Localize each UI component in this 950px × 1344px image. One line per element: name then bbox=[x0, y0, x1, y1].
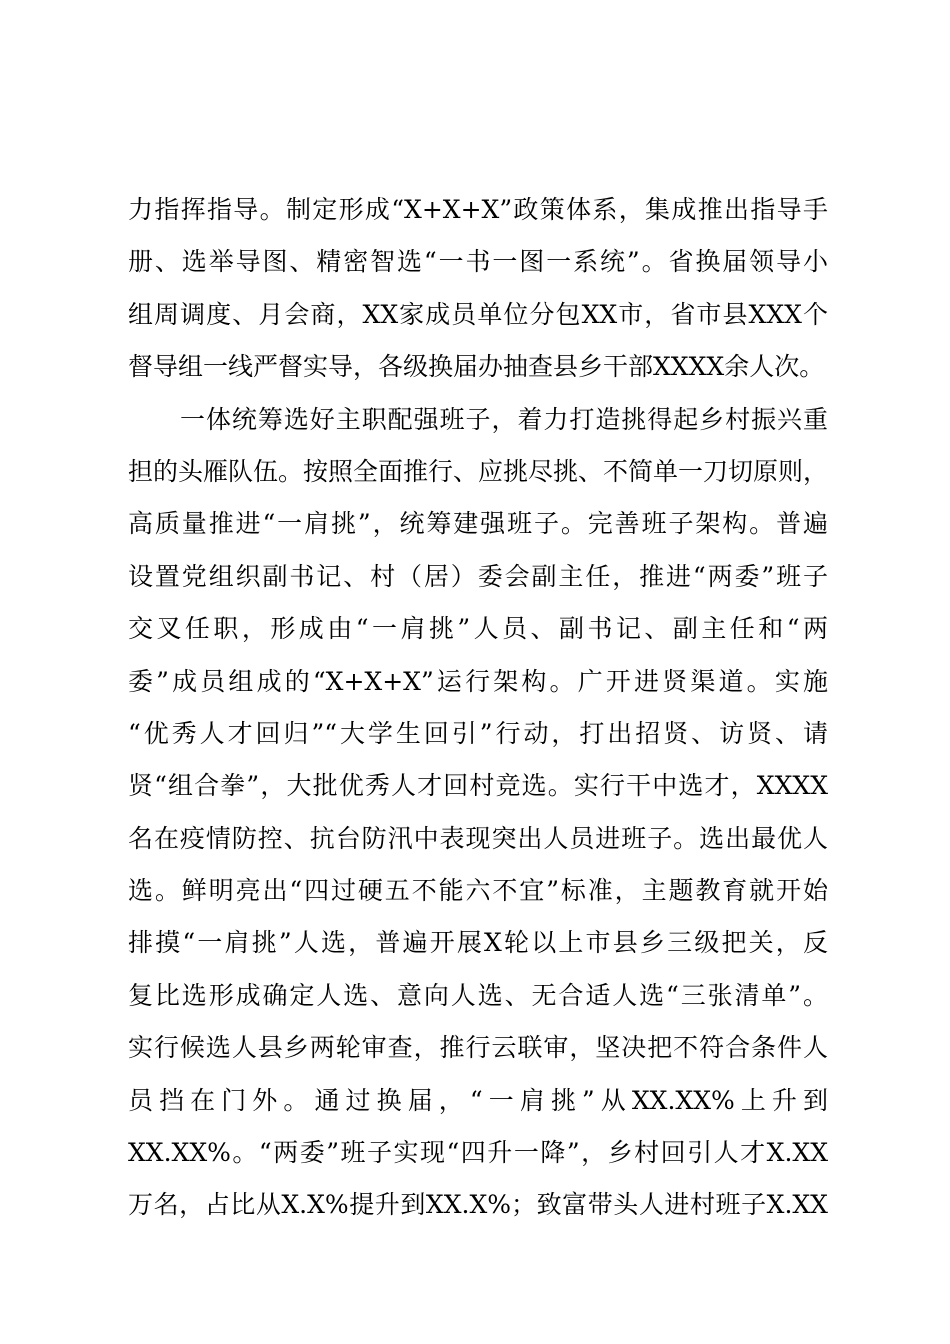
text-line: 督导组一线严督实导，各级换届办抽查县乡干部XXXX余人次。 bbox=[128, 352, 825, 382]
text-line: 员挡在门外。通过换届，“一肩挑”从XX.XX%上升到 bbox=[128, 1085, 828, 1115]
text-line: 委”成员组成的“X+X+X”运行架构。广开进贤渠道。实施 bbox=[128, 666, 828, 696]
text-line: 万名，占比从X.X%提升到XX.X%；致富带头人进村班子X.XX bbox=[128, 1190, 828, 1220]
text-line: 册、选举导图、精密智选“一书一图一系统”。省换届领导小 bbox=[128, 247, 828, 277]
text-line: 担的头雁队伍。按照全面推行、应挑尽挑、不简单一刀切原则， bbox=[128, 456, 828, 486]
text-line: 高质量推进“一肩挑”，统筹建强班子。完善班子架构。普遍 bbox=[128, 509, 828, 539]
text-line: 选。鲜明亮出“四过硬五不能六不宜”标准，主题教育就开始 bbox=[128, 876, 828, 906]
text-line: 交叉任职，形成由“一肩挑”人员、副书记、副主任和“两 bbox=[128, 614, 828, 644]
paragraph-first-line: 一体统筹选好主职配强班子，着力打造挑得起乡村振兴重 bbox=[180, 404, 828, 434]
text-line: 力指挥指导。制定形成“X+X+X”政策体系，集成推出指导手 bbox=[128, 195, 828, 224]
text-line: XX.XX%。“两委”班子实现“四升一降”，乡村回引人才X.XX bbox=[128, 1138, 828, 1168]
text-line: 贤“组合拳”，大批优秀人才回村竞选。实行干中选才，XXXX bbox=[128, 771, 828, 801]
body-text bbox=[128, 184, 828, 1232]
text-line: 复比选形成确定人选、意向人选、无合适人选“三张清单”。 bbox=[128, 980, 828, 1010]
text-line: 设置党组织副书记、村（居）委会副主任，推进“两委”班子 bbox=[128, 561, 828, 591]
text-line: “优秀人才回归”“大学生回引”行动，打出招贤、访贤、请 bbox=[128, 718, 828, 748]
text-line: 实行候选人县乡两轮审查，推行云联审，坚决把不符合条件人 bbox=[128, 1033, 828, 1063]
text-line: 名在疫情防控、抗台防汛中表现突出人员进班子。选出最优人 bbox=[128, 823, 828, 853]
text-line: 排摸“一肩挑”人选，普遍开展X轮以上市县乡三级把关，反 bbox=[128, 928, 828, 958]
text-line: 组周调度、月会商，XX家成员单位分包XX市，省市县XXX个 bbox=[128, 299, 828, 329]
